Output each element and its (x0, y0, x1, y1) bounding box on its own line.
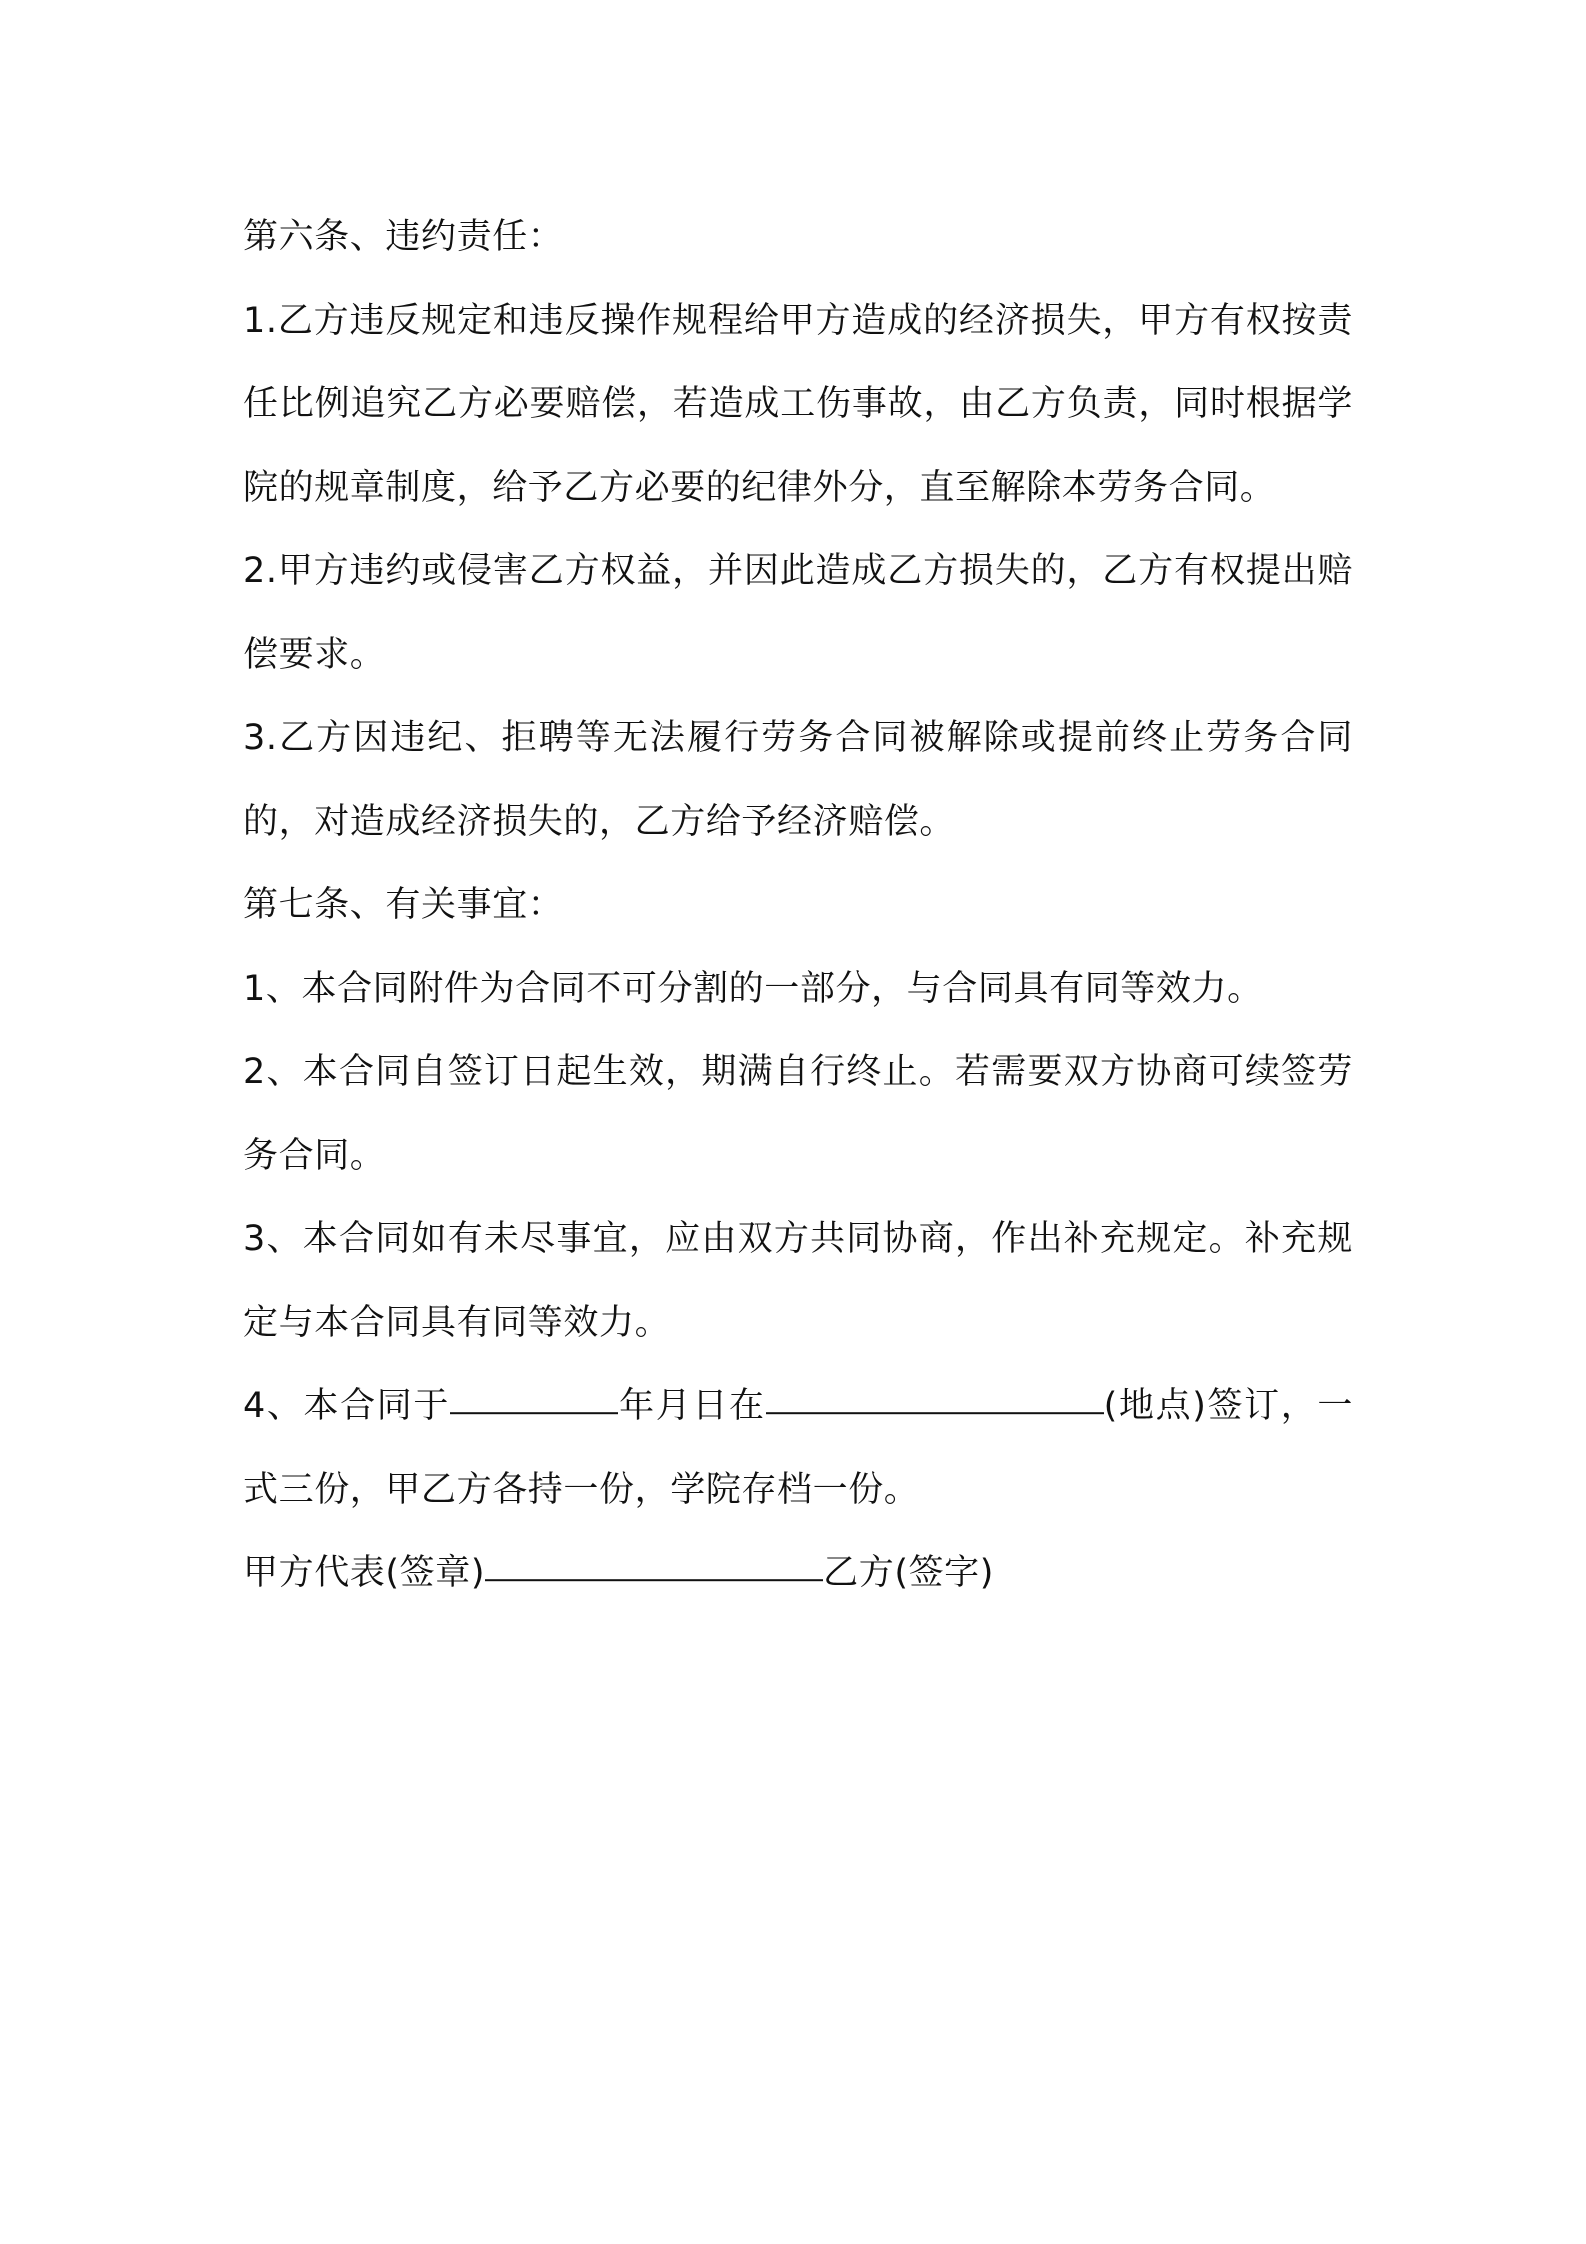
article-6-heading: 第六条、违约责任： (243, 217, 564, 257)
article-6-item-1: 1.乙方违反规定和违反操作规程给甲方造成的经济损失，甲方有权按责任比例追究乙方必要赔偿，若造成工伤事故，由乙方负责，同时根据学院的规章制度，给予乙方必要的纪律外分，直至解除本劳务合同。 (243, 300, 1353, 508)
item-4-text-start: 4、本合同于 (243, 1386, 451, 1426)
party-a-signature-label: 甲方代表(签章) (243, 1553, 486, 1593)
signature-line (243, 1532, 1353, 1616)
item-4-text-end: (地点)签订，一式三份，甲乙方各持一份，学院存档一份。 (243, 1386, 1353, 1510)
article-7-item-1: 1、本合同附件为合同不可分割的一部分，与合同具有同等效力。 (243, 968, 1263, 1009)
document-body (243, 196, 1353, 1616)
party-a-signature-blank (485, 1542, 823, 1581)
article-6-item-2: 2.甲方违约或侵害乙方权益，并因此造成乙方损失的，乙方有权提出赔偿要求。 (243, 551, 1353, 675)
place-blank-line (766, 1375, 1104, 1414)
article-7-item-2: 2、本合同自签订日起生效，期满自行终止。若需要双方协商可续签劳务合同。 (243, 1052, 1353, 1176)
date-blank-line (450, 1375, 618, 1414)
article-7-item-3: 3、本合同如有未尽事宜，应由双方共同协商，作出补充规定。补充规定与本合同具有同等效力。 (243, 1219, 1353, 1343)
item-4-text-date: 年月日在 (618, 1386, 766, 1426)
article-6-item-3: 3.乙方因违纪、拒聘等无法履行劳务合同被解除或提前终止劳务合同的，对造成经济损失的，乙方给予经济赔偿。 (243, 718, 1353, 842)
article-7-item-4 (243, 1365, 1353, 1532)
party-b-signature-label: 乙方(签字) (823, 1553, 995, 1593)
article-7-heading: 第七条、有关事宜： (243, 885, 564, 925)
